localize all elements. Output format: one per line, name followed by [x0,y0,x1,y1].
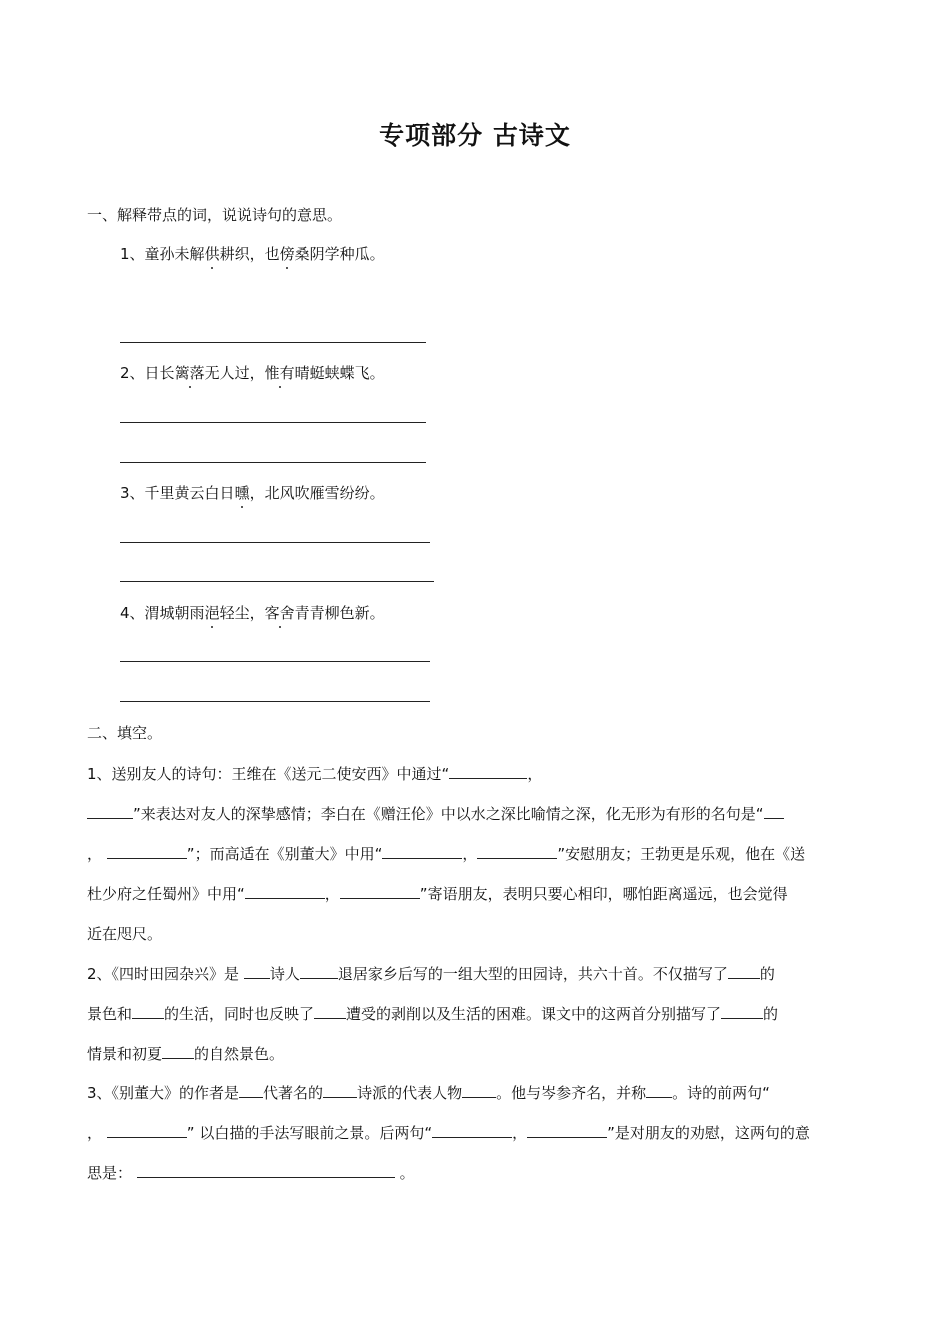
fill-blank[interactable] [107,843,187,859]
fill-blank[interactable] [721,1003,763,1019]
fill-blank[interactable] [300,963,338,979]
answer-line[interactable] [120,342,426,343]
answer-line[interactable] [120,661,430,662]
fill-blank[interactable] [244,963,270,979]
fill-blank[interactable] [137,1162,395,1178]
poem-line-1: 1、童孙未解供耕织，也傍桑阴学种瓜。 [120,245,385,263]
fill-blank[interactable] [382,843,462,859]
fill-blank[interactable] [239,1082,263,1098]
fill-blank[interactable] [477,843,557,859]
answer-line[interactable] [120,462,426,463]
fill-blank[interactable] [764,803,784,819]
fill-blank[interactable] [132,1003,164,1019]
fill-blank[interactable] [107,1122,187,1138]
dotted-word: 供 [204,245,220,263]
dotted-word: 傍 [279,245,295,263]
fill-blank[interactable] [462,1082,496,1098]
question-3: 3、《别董大》的作者是 代著名的 诗派的代表人物 。他与岑参齐名，并称 。诗的前两句“ ， ” 以白描的手法写眼前之景。后两句“ ， ”是对朋友的劝慰，这两句的意 思是： 。 [87,1084,810,1182]
dotted-word: 客舍 [264,604,295,622]
dotted-word: 浥 [204,604,220,622]
poem-line-2: 2、日长篱落无人过，惟有晴蜓蛱蝶飞。 [120,364,385,382]
page-title: 专项部分 古诗文 [379,121,571,150]
fill-blank[interactable] [646,1082,672,1098]
fill-blank[interactable] [527,1122,607,1138]
fill-blank[interactable] [314,1003,346,1019]
fill-blank[interactable] [432,1122,512,1138]
section1-heading: 一、解释带点的词，说说诗句的意思。 [87,206,343,224]
fill-blank[interactable] [162,1043,194,1059]
answer-line[interactable] [120,701,430,702]
answer-line[interactable] [120,542,430,543]
fill-blank[interactable] [245,883,325,899]
dotted-word: 篱落 [174,364,205,382]
section2-heading: 二、填空。 [87,724,163,742]
fill-blank[interactable] [340,883,420,899]
answer-line[interactable] [120,581,434,582]
question-2: 2、《四时田园杂兴》是 诗人 退居家乡后写的一组大型的田园诗，共六十首。不仅描写了 的 景色和 的生活，同时也反映了 遭受的剥削以及生活的困难。课文中的这两首分别描写了 的 情景和初夏 的自然景色。 [87,965,779,1063]
fill-blank[interactable] [323,1082,357,1098]
answer-line[interactable] [120,422,426,423]
question-1: 1、送别友人的诗句：王维在《送元二使安西》中通过“ ， ”来表达对友人的深挚感情；李白在《赠汪伦》中以水之深比喻情之深，化无形为有形的名句是“ ， ”；而高适在《别董大》中用“ ， ”安慰朋友；王勃更是乐观，他在《送 杜少府之任蜀州》中用“ ， ”寄语朋友，表明只要心相印，哪怕距离遥远，也会觉得 近在咫尺。 [87,765,806,943]
poem-line-3: 3、千里黄云白日曛，北风吹雁雪纷纷。 [120,484,385,502]
poem-line-4: 4、渭城朝雨浥轻尘，客舍青青柳色新。 [120,604,385,622]
dotted-word: 曛 [234,484,250,502]
fill-blank[interactable] [87,803,133,819]
dotted-word: 惟有 [264,364,295,382]
fill-blank[interactable] [728,963,760,979]
fill-blank[interactable] [449,763,527,779]
